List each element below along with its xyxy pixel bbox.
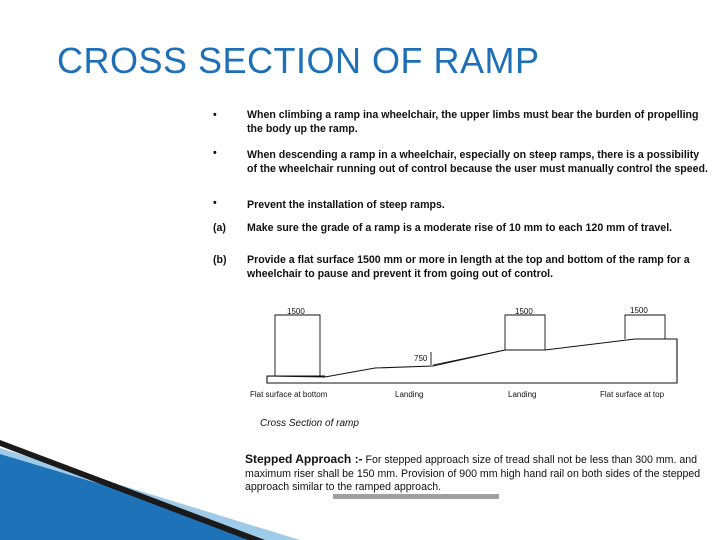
swoosh-blue [0,454,250,540]
ramp-cross-section-diagram [205,288,712,408]
stepped-approach-text: For stepped approach size of tread shall not be less than 300 mm. and maximum riser shall be 150 mm. Provision of 900 mm high hand rail on both sides of the stepped approach similar to the ramped approach. [245,454,701,493]
slide-title: CROSS SECTION OF RAMP [57,40,540,81]
sub-item-marker: (b) [213,254,227,266]
surface-label: Flat surface at bottom [250,390,328,399]
stepped-approach-heading: Stepped Approach :- [245,452,363,466]
bullet-text: When climbing a ramp ina wheelchair, the upper limbs must bear the burden of propelling the body up the ramp. [247,109,699,136]
ramp-slope-line [433,350,505,365]
decorative-swoosh [0,440,720,540]
dimension-bracket-bottom [275,315,320,376]
bullet-text: Prevent the installation of steep ramps. [247,199,445,211]
ramp-profile [267,339,677,383]
diagram-caption: Cross Section of ramp [260,418,359,429]
dimension-label: 1500 [630,306,648,315]
sub-item-text: Make sure the grade of a ramp is a moderate rise of 10 mm to each 120 mm of travel. [247,222,673,234]
sub-item-marker: (a) [213,222,226,234]
bullet-marker: • [213,197,217,209]
surface-label: Landing [508,390,537,399]
dimension-label: 1500 [287,307,305,316]
bullet-marker: • [213,109,217,121]
bullet-marker: • [213,147,217,159]
dimension-label: 750 [414,354,428,363]
dimension-bracket-top [625,315,665,339]
scanned-page [205,98,712,498]
bullet-text: When descending a ramp in a wheelchair, especially on steep ramps, there is a possibility of the wheelchair running out of control because the user must manually control the speed. [247,149,708,176]
dimension-label: 1500 [515,307,533,316]
dimension-bracket-landing [505,315,545,350]
sub-item-text: Provide a flat surface 1500 mm or more in length at the top and bottom of the ramp for a wheelchair to pause and prevent it from going out of control. [247,254,690,281]
surface-label: Landing [395,390,424,399]
surface-label: Flat surface at top [600,390,665,399]
